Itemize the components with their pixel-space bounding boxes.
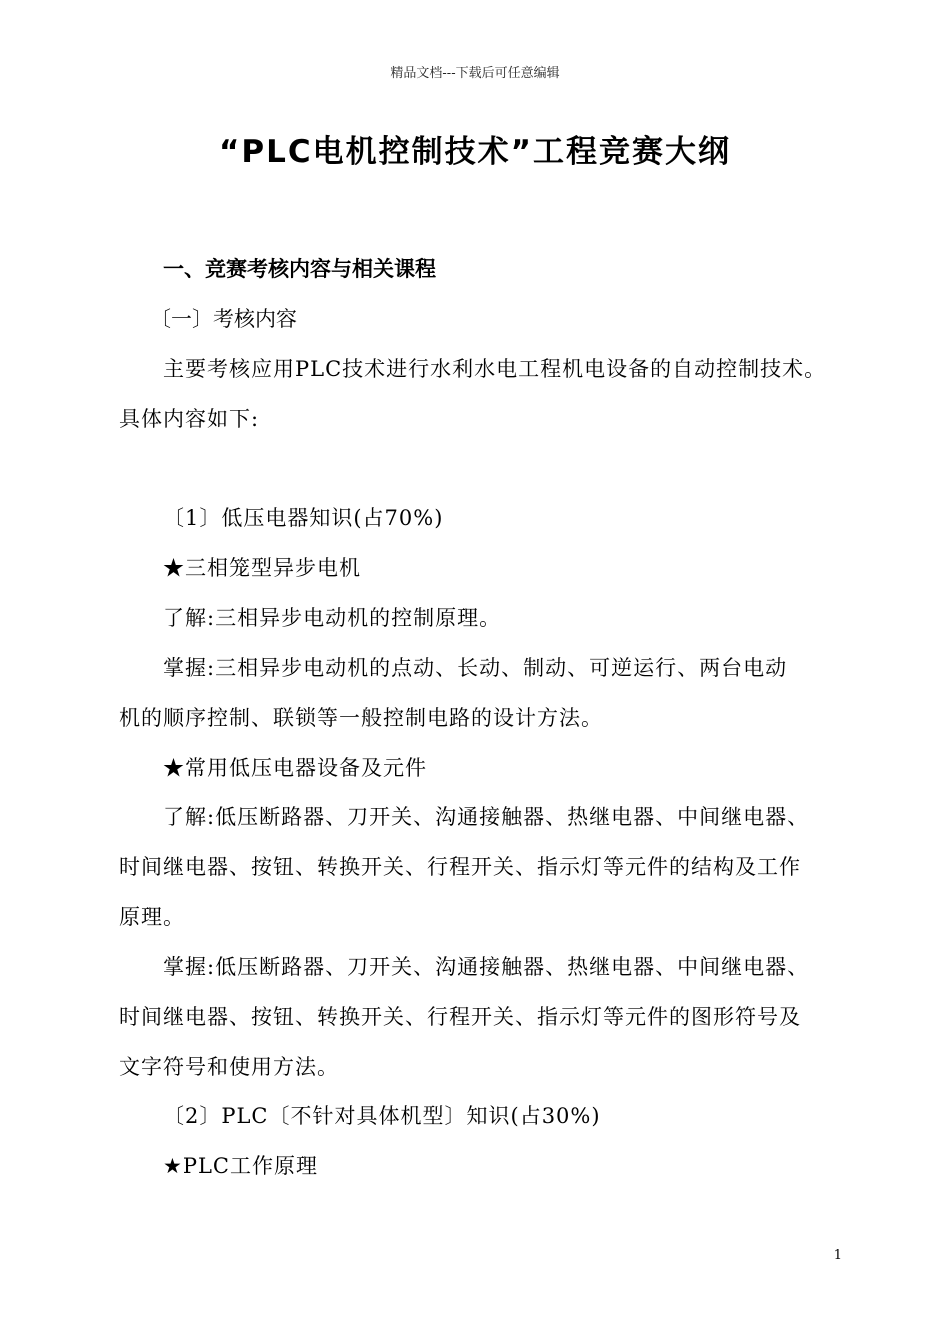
- header-note: 精品文档---下载后可任意编辑: [390, 66, 560, 81]
- devices-master-line-2: 时间继电器、按钮、转换开关、行程开关、指示灯等元件的图形符号及: [119, 1005, 801, 1029]
- subsection-heading: 〔一〕考核内容: [150, 307, 297, 331]
- motor-master-line-2: 机的顺序控制、联锁等一般控制电路的设计方法。: [119, 706, 603, 730]
- document-title: “PLC电机控制技术”工程竞赛大纲: [219, 134, 731, 170]
- devices-understand-line-1: 了解:低压断路器、刀开关、沟通接触器、热继电器、中间继电器、: [163, 805, 810, 829]
- page-number: 1: [833, 1248, 842, 1263]
- devices-understand-line-3: 原理。: [119, 905, 185, 929]
- motor-understand-text: 了解:三相异步电动机的控制原理。: [163, 606, 502, 630]
- topic-title-plc-principle: ★PLC工作原理: [163, 1154, 318, 1178]
- motor-master-line-1: 掌握:三相异步电动机的点动、长动、制动、可逆运行、两台电动: [163, 656, 788, 680]
- intro-paragraph-line-2: 具体内容如下:: [119, 407, 260, 431]
- part2-heading: 〔2〕PLC〔不针对具体机型〕知识(占30%): [163, 1104, 601, 1128]
- topic-title-devices: ★常用低压电器设备及元件: [163, 756, 427, 780]
- topic-title-motor: ★三相笼型异步电机: [163, 556, 361, 580]
- devices-master-line-3: 文字符号和使用方法。: [119, 1055, 339, 1079]
- intro-paragraph-line-1: 主要考核应用PLC技术进行水利水电工程机电设备的自动控制技术。: [163, 357, 827, 381]
- section-heading: 一、竞赛考核内容与相关课程: [163, 257, 436, 281]
- part1-heading: 〔1〕低压电器知识(占70%): [163, 506, 444, 530]
- devices-understand-line-2: 时间继电器、按钮、转换开关、行程开关、指示灯等元件的结构及工作: [119, 855, 801, 879]
- devices-master-line-1: 掌握:低压断路器、刀开关、沟通接触器、热继电器、中间继电器、: [163, 955, 810, 979]
